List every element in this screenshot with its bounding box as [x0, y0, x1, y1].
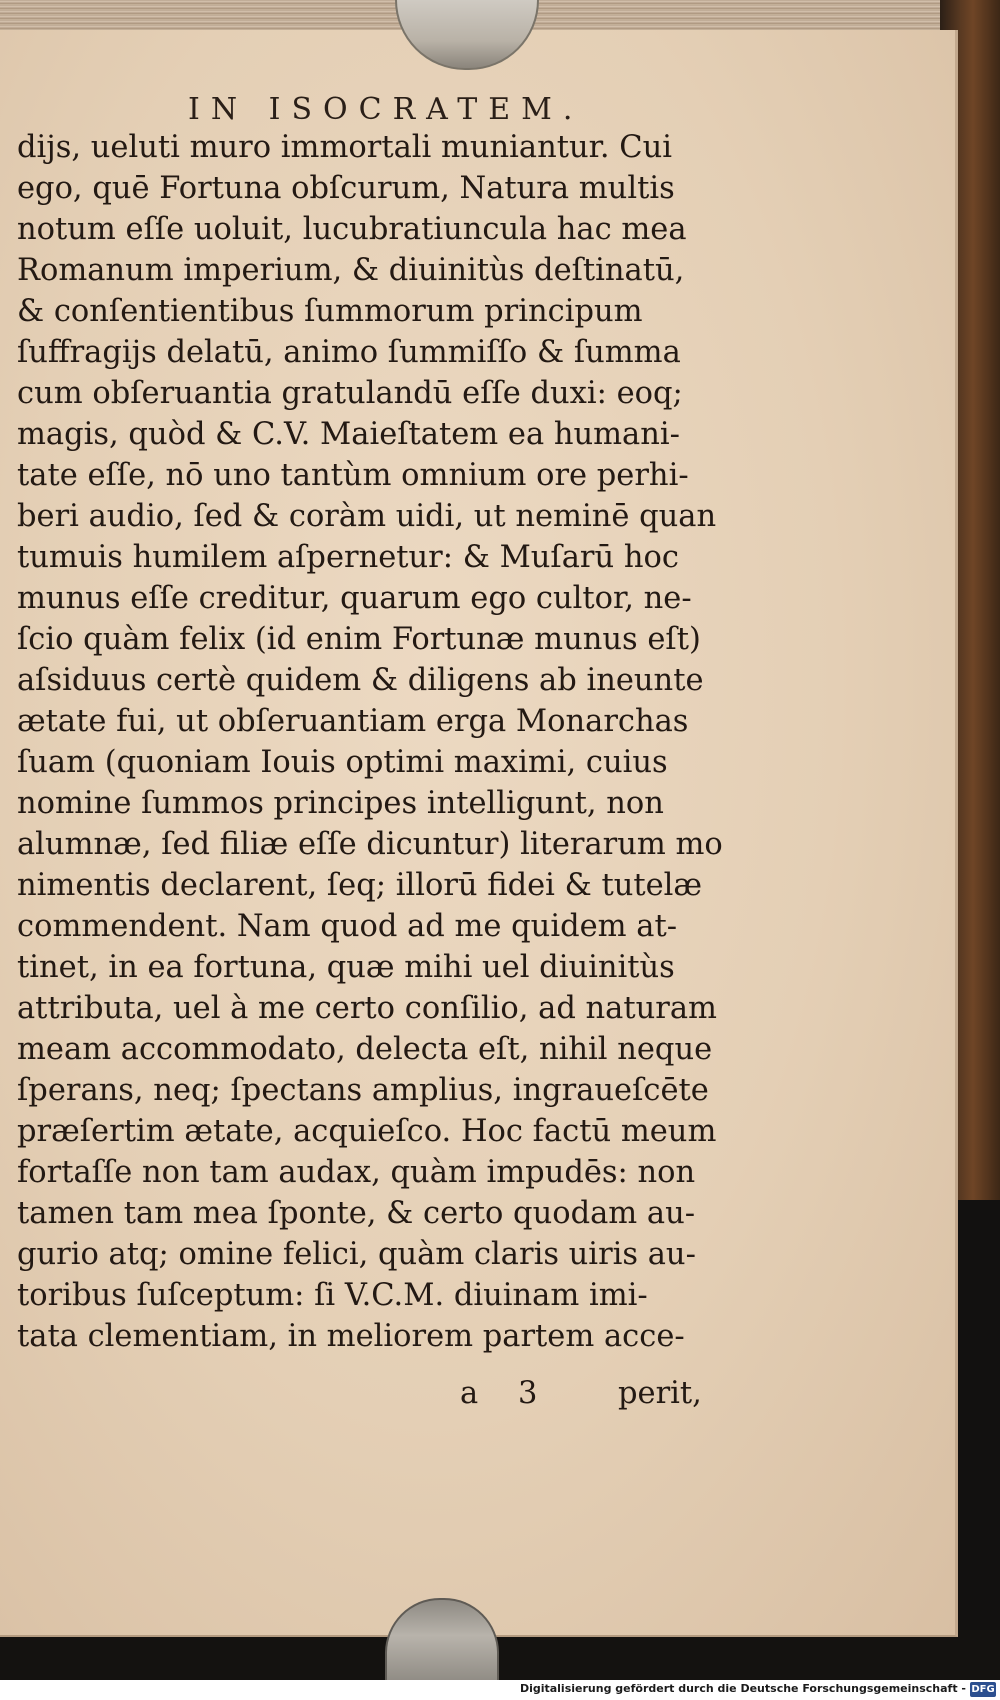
text-line: tamen tam mea ſponte, & certo quodam au- — [17, 1196, 696, 1231]
running-head: IN ISOCRATEM. — [188, 92, 584, 127]
text-line: ſperans, neq; ſpectans amplius, ingraueſcēte — [17, 1073, 709, 1108]
text-line: ſcio quàm felix (id enim Fortunæ munus eſt) — [17, 622, 701, 657]
text-line: aſsiduus certè quidem & diligens ab ineunte — [17, 663, 704, 698]
text-line: magis, quòd & C.V. Maieſtatem ea humani- — [17, 417, 680, 452]
text-line: beri audio, ſed & coràm uidi, ut neminē quan — [17, 499, 717, 534]
text-line: alumnæ, ſed filiæ eſſe dicuntur) literarum mo — [17, 827, 723, 862]
credit-text: Digitalisierung gefördert durch die Deutsche Forschungsgemeinschaft - — [519, 1682, 966, 1695]
page-number: 3 — [518, 1376, 538, 1411]
signature-mark: a — [460, 1376, 479, 1411]
text-line: nimentis declarent, ſeq; illorū fidei & tutelæ — [17, 868, 703, 903]
text-line: dijs, ueluti muro immortali muniantur. Cui — [17, 130, 673, 165]
text-line: ſuffragijs delatū, animo ſummiſſo & ſumma — [17, 335, 681, 370]
text-line: commendent. Nam quod ad me quidem at- — [17, 909, 678, 944]
body-text — [17, 127, 727, 1357]
text-line: tinet, in ea fortuna, quæ mihi uel diuinitùs — [17, 950, 675, 985]
text-line: cum obſeruantia gratulandū eſſe duxi: eoq; — [17, 376, 683, 411]
text-line: ego, quē Fortuna obſcurum, Natura multis — [17, 171, 675, 206]
text-line: toribus ſuſceptum: ſi V.C.M. diuinam imi- — [17, 1278, 648, 1313]
digitization-credit-bar — [0, 1680, 1000, 1700]
catchword: perit, — [618, 1376, 702, 1411]
text-line: attributa, uel à me certo conſilio, ad naturam — [17, 991, 717, 1026]
text-line: meam accommodato, delecta eſt, nihil neque — [17, 1032, 713, 1067]
text-line: gurio atq; omine felici, quàm claris uiris au- — [17, 1237, 696, 1272]
text-line: & conſentientibus ſummorum principum — [17, 294, 643, 329]
text-line: munus eſſe creditur, quarum ego cultor, ne- — [17, 581, 692, 616]
text-line: ſuam (quoniam Iouis optimi maximi, cuius — [17, 745, 668, 780]
text-line: tate eſſe, nō uno tantùm omnium ore perhi- — [17, 458, 689, 493]
text-line: fortaſſe non tam audax, quàm impudēs: non — [17, 1155, 696, 1190]
text-line: tumuis humilem aſpernetur: & Muſarū hoc — [17, 540, 679, 575]
text-line: ætate fui, ut obſeruantiam erga Monarchas — [17, 704, 689, 739]
text-line: nomine ſummos principes intelligunt, non — [17, 786, 664, 821]
text-line: præſertim ætate, acquieſco. Hoc factū meum — [17, 1114, 717, 1149]
text-line: Romanum imperium, & diuinitùs deſtinatū, — [17, 253, 685, 288]
text-line: tata clementiam, in meliorem partem acce- — [17, 1319, 685, 1354]
text-line: notum eſſe uoluit, lucubratiuncula hac mea — [17, 212, 687, 247]
dfg-logo-icon: DFG — [971, 1684, 995, 1695]
